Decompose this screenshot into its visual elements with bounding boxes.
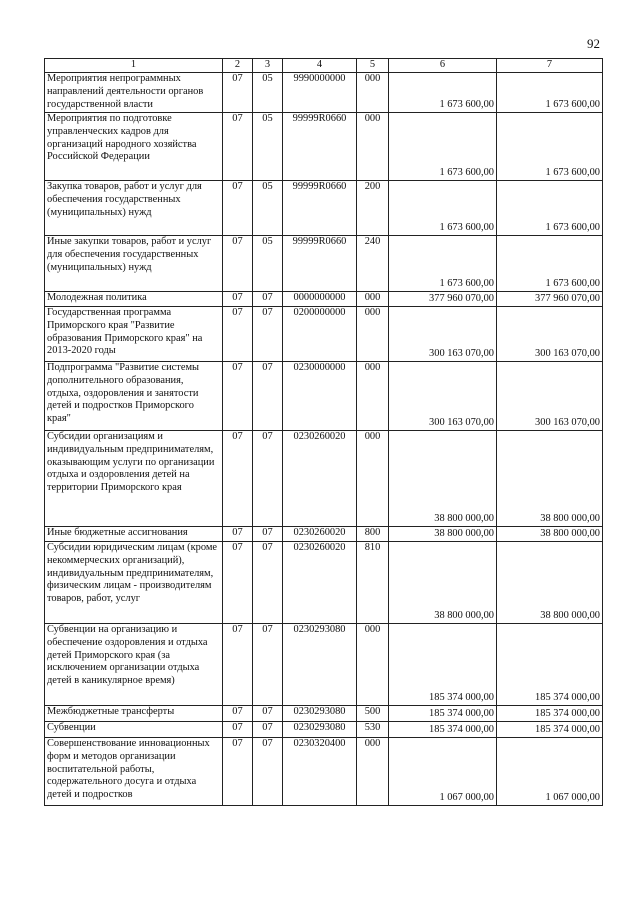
row-target-code: 0230260020 [283,527,357,542]
row-amount-2: 377 960 070,00 [497,292,603,307]
row-amount-2: 38 800 000,00 [497,527,603,542]
row-subsection: 07 [253,624,283,706]
table-row [45,181,603,236]
row-subsection: 07 [253,292,283,307]
row-amount-1: 300 163 070,00 [389,307,497,362]
row-section: 07 [223,738,253,806]
row-subsection: 07 [253,362,283,431]
header-cell: 2 [223,59,253,73]
row-name: Закупка товаров, работ и услуг для обеспечения государственных (муниципальных) нужд [45,181,223,236]
row-amount-1: 1 673 600,00 [389,181,497,236]
row-name: Субсидии организациям и индивидуальным предпринимателям, оказывающим услуги по организации отдыха и оздоровления детей на территории Приморского края [45,431,223,527]
row-amount-1: 377 960 070,00 [389,292,497,307]
row-amount-2: 300 163 070,00 [497,362,603,431]
table-row [45,624,603,706]
row-amount-1: 185 374 000,00 [389,722,497,738]
row-target-code: 9990000000 [283,73,357,113]
row-name: Совершенствование инновационных форм и методов организации воспитательной работы, содержательного досуга и отдыха детей и подростков [45,738,223,806]
row-expense-type: 530 [357,722,389,738]
row-name: Субвенции на организацию и обеспечение оздоровления и отдыха детей Приморского края (за исключением организации отдыха детей в каникулярное время) [45,624,223,706]
row-amount-2: 1 673 600,00 [497,113,603,181]
row-section: 07 [223,362,253,431]
row-expense-type: 500 [357,706,389,722]
row-expense-type: 000 [357,113,389,181]
table-row [45,292,603,307]
row-amount-1: 185 374 000,00 [389,624,497,706]
table-row [45,542,603,624]
table-row [45,307,603,362]
row-amount-1: 1 067 000,00 [389,738,497,806]
row-subsection: 07 [253,722,283,738]
row-amount-2: 1 067 000,00 [497,738,603,806]
row-amount-2: 38 800 000,00 [497,542,603,624]
row-expense-type: 000 [357,73,389,113]
row-subsection: 05 [253,113,283,181]
row-amount-1: 300 163 070,00 [389,362,497,431]
row-subsection: 07 [253,431,283,527]
row-name: Иные бюджетные ассигнования [45,527,223,542]
table-row [45,706,603,722]
row-subsection: 07 [253,307,283,362]
row-target-code: 0230293080 [283,706,357,722]
row-amount-1: 38 800 000,00 [389,431,497,527]
row-amount-2: 185 374 000,00 [497,722,603,738]
row-name: Субвенции [45,722,223,738]
table-row [45,527,603,542]
row-section: 07 [223,181,253,236]
row-target-code: 0230000000 [283,362,357,431]
table-row [45,738,603,806]
header-cell: 6 [389,59,497,73]
budget-table [44,58,603,806]
page-number: 92 [587,36,600,51]
row-section: 07 [223,431,253,527]
row-amount-2: 300 163 070,00 [497,307,603,362]
row-expense-type: 000 [357,431,389,527]
row-target-code: 0230293080 [283,722,357,738]
table-row [45,431,603,527]
row-subsection: 07 [253,706,283,722]
row-expense-type: 000 [357,292,389,307]
row-target-code: 99999R0660 [283,181,357,236]
table-row [45,722,603,738]
row-section: 07 [223,722,253,738]
row-section: 07 [223,307,253,362]
row-amount-1: 38 800 000,00 [389,542,497,624]
row-expense-type: 000 [357,307,389,362]
row-expense-type: 240 [357,236,389,292]
row-amount-2: 38 800 000,00 [497,431,603,527]
row-expense-type: 800 [357,527,389,542]
row-target-code: 0200000000 [283,307,357,362]
row-amount-2: 185 374 000,00 [497,706,603,722]
row-subsection: 05 [253,181,283,236]
row-target-code: 0000000000 [283,292,357,307]
header-cell: 1 [45,59,223,73]
row-amount-2: 1 673 600,00 [497,236,603,292]
row-target-code: 0230260020 [283,542,357,624]
row-name: Иные закупки товаров, работ и услуг для обеспечения государственных (муниципальных) нужд [45,236,223,292]
row-section: 07 [223,542,253,624]
row-name: Государственная программа Приморского края "Развитие образования Приморского края" на 2013-2020 годы [45,307,223,362]
row-subsection: 07 [253,738,283,806]
row-subsection: 07 [253,527,283,542]
row-name: Мероприятия по подготовке управленческих кадров для организаций народного хозяйства Российской Федерации [45,113,223,181]
row-target-code: 0230293080 [283,624,357,706]
table-row [45,73,603,113]
row-name: Субсидии юридическим лицам (кроме некоммерческих организаций), индивидуальным предпринимателям, физическим лицам - производителям товаров, работ, услуг [45,542,223,624]
row-target-code: 99999R0660 [283,113,357,181]
table-row [45,113,603,181]
row-section: 07 [223,236,253,292]
header-row [45,59,603,73]
row-section: 07 [223,706,253,722]
row-subsection: 05 [253,236,283,292]
row-amount-1: 1 673 600,00 [389,113,497,181]
row-expense-type: 810 [357,542,389,624]
row-subsection: 07 [253,542,283,624]
row-section: 07 [223,527,253,542]
row-target-code: 0230320400 [283,738,357,806]
row-name: Мероприятия непрограммных направлений деятельности органов государственной власти [45,73,223,113]
row-target-code: 99999R0660 [283,236,357,292]
row-section: 07 [223,624,253,706]
row-name: Молодежная политика [45,292,223,307]
row-expense-type: 200 [357,181,389,236]
header-cell: 3 [253,59,283,73]
header-cell: 5 [357,59,389,73]
row-subsection: 05 [253,73,283,113]
row-section: 07 [223,292,253,307]
row-amount-1: 38 800 000,00 [389,527,497,542]
row-amount-2: 185 374 000,00 [497,624,603,706]
row-amount-2: 1 673 600,00 [497,73,603,113]
table-row [45,362,603,431]
row-expense-type: 000 [357,362,389,431]
row-section: 07 [223,113,253,181]
row-amount-2: 1 673 600,00 [497,181,603,236]
row-expense-type: 000 [357,738,389,806]
row-target-code: 0230260020 [283,431,357,527]
row-name: Межбюджетные трансферты [45,706,223,722]
row-expense-type: 000 [357,624,389,706]
row-amount-1: 1 673 600,00 [389,236,497,292]
header-cell: 7 [497,59,603,73]
header-cell: 4 [283,59,357,73]
row-amount-1: 1 673 600,00 [389,73,497,113]
table-row [45,236,603,292]
row-amount-1: 185 374 000,00 [389,706,497,722]
row-name: Подпрограмма "Развитие системы дополнительного образования, отдыха, оздоровления и занятости детей и подростков Приморского края" [45,362,223,431]
row-section: 07 [223,73,253,113]
